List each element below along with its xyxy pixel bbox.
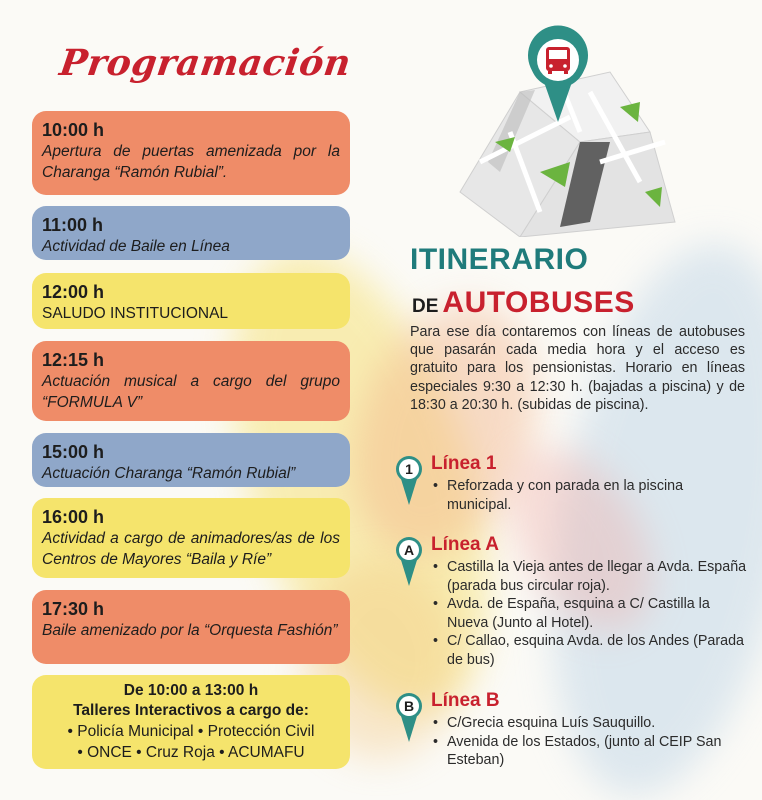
line-badge: 1 <box>405 461 413 477</box>
event-desc: Actividad a cargo de animadores/as de los Centros de Mayores “Baila y Ríe” <box>42 530 340 568</box>
event-card <box>32 433 350 487</box>
event-card <box>32 498 350 578</box>
itinerario-intro: Para ese día contaremos con líneas de autobuses que pasarán cada media hora y el acceso es gratuito para los pensionistas. Horario en líneas especiales 9:30 a 12:30 h. (bajadas a piscina) y de 18:30 a 20:30 h. (subidas de piscina). <box>410 324 745 413</box>
line-pin-icon <box>395 536 423 588</box>
stop-item: • Avenida de los Estados, (junto al CEIP San Esteban) <box>433 733 751 770</box>
talleres-time: De 10:00 a 13:00 h <box>123 682 259 699</box>
title-autobuses: AUTOBUSES <box>442 286 635 319</box>
stop-item: • C/ Callao, esquina Avda. de los Andes (Parada de bus) <box>433 632 751 669</box>
talleres-card <box>32 675 350 769</box>
event-time: 12:15 h <box>42 350 105 370</box>
event-time: 10:00 h <box>42 120 105 140</box>
stop-item: • Avda. de España, esquina a C/ Castilla la Nueva (Junto al Hotel). <box>433 595 751 632</box>
line-pin-icon <box>395 455 423 507</box>
event-time: 16:00 h <box>42 507 105 527</box>
event-time: 11:00 h <box>42 215 104 235</box>
stop-list <box>433 714 751 770</box>
line-badge: B <box>403 698 415 714</box>
event-card <box>32 111 350 195</box>
event-desc: Actuación musical a cargo del grupo “FORMULA V” <box>42 373 340 411</box>
line-name: Línea A <box>431 534 499 555</box>
event-card <box>32 590 350 664</box>
event-desc: Actuación Charanga “Ramón Rubial” <box>42 465 296 482</box>
event-time: 15:00 h <box>42 442 105 462</box>
event-card <box>32 206 350 260</box>
autobuses-title <box>412 286 635 320</box>
itinerario-title: ITINERARIO <box>410 243 589 276</box>
event-desc: SALUDO INSTITUCIONAL <box>42 305 229 322</box>
title-de: DE <box>412 296 439 317</box>
event-card <box>32 273 350 329</box>
event-desc: Baile amenizado por la “Orquesta Fashión” <box>42 622 338 639</box>
talleres-title: Talleres Interactivos a cargo de: <box>73 702 309 719</box>
event-card <box>32 341 350 421</box>
event-time: 12:00 h <box>42 282 105 302</box>
stop-item: • C/Grecia esquina Luís Sauquillo. <box>433 714 751 733</box>
stop-item: • Reforzada y con parada en la piscina municipal. <box>433 477 751 514</box>
line-badge: A <box>403 542 415 558</box>
talleres-line: • ONCE • Cruz Roja • ACUMAFU <box>77 744 305 761</box>
stop-item: • Castilla la Vieja antes de llegar a Avda. España (parada bus circular roja). <box>433 558 751 595</box>
map-icon <box>440 22 690 237</box>
stop-list <box>433 558 751 669</box>
talleres-line: • Policía Municipal • Protección Civil <box>67 723 315 740</box>
stop-list <box>433 477 751 514</box>
event-desc: Actividad de Baile en Línea <box>42 238 230 255</box>
line-name: Línea 1 <box>431 453 497 474</box>
programacion-title: Programación <box>57 42 354 84</box>
event-desc: Apertura de puertas amenizada por la Charanga “Ramón Rubial”. <box>42 143 340 181</box>
event-time: 17:30 h <box>42 599 105 619</box>
line-pin-icon <box>395 692 423 744</box>
line-name: Línea B <box>431 690 500 711</box>
